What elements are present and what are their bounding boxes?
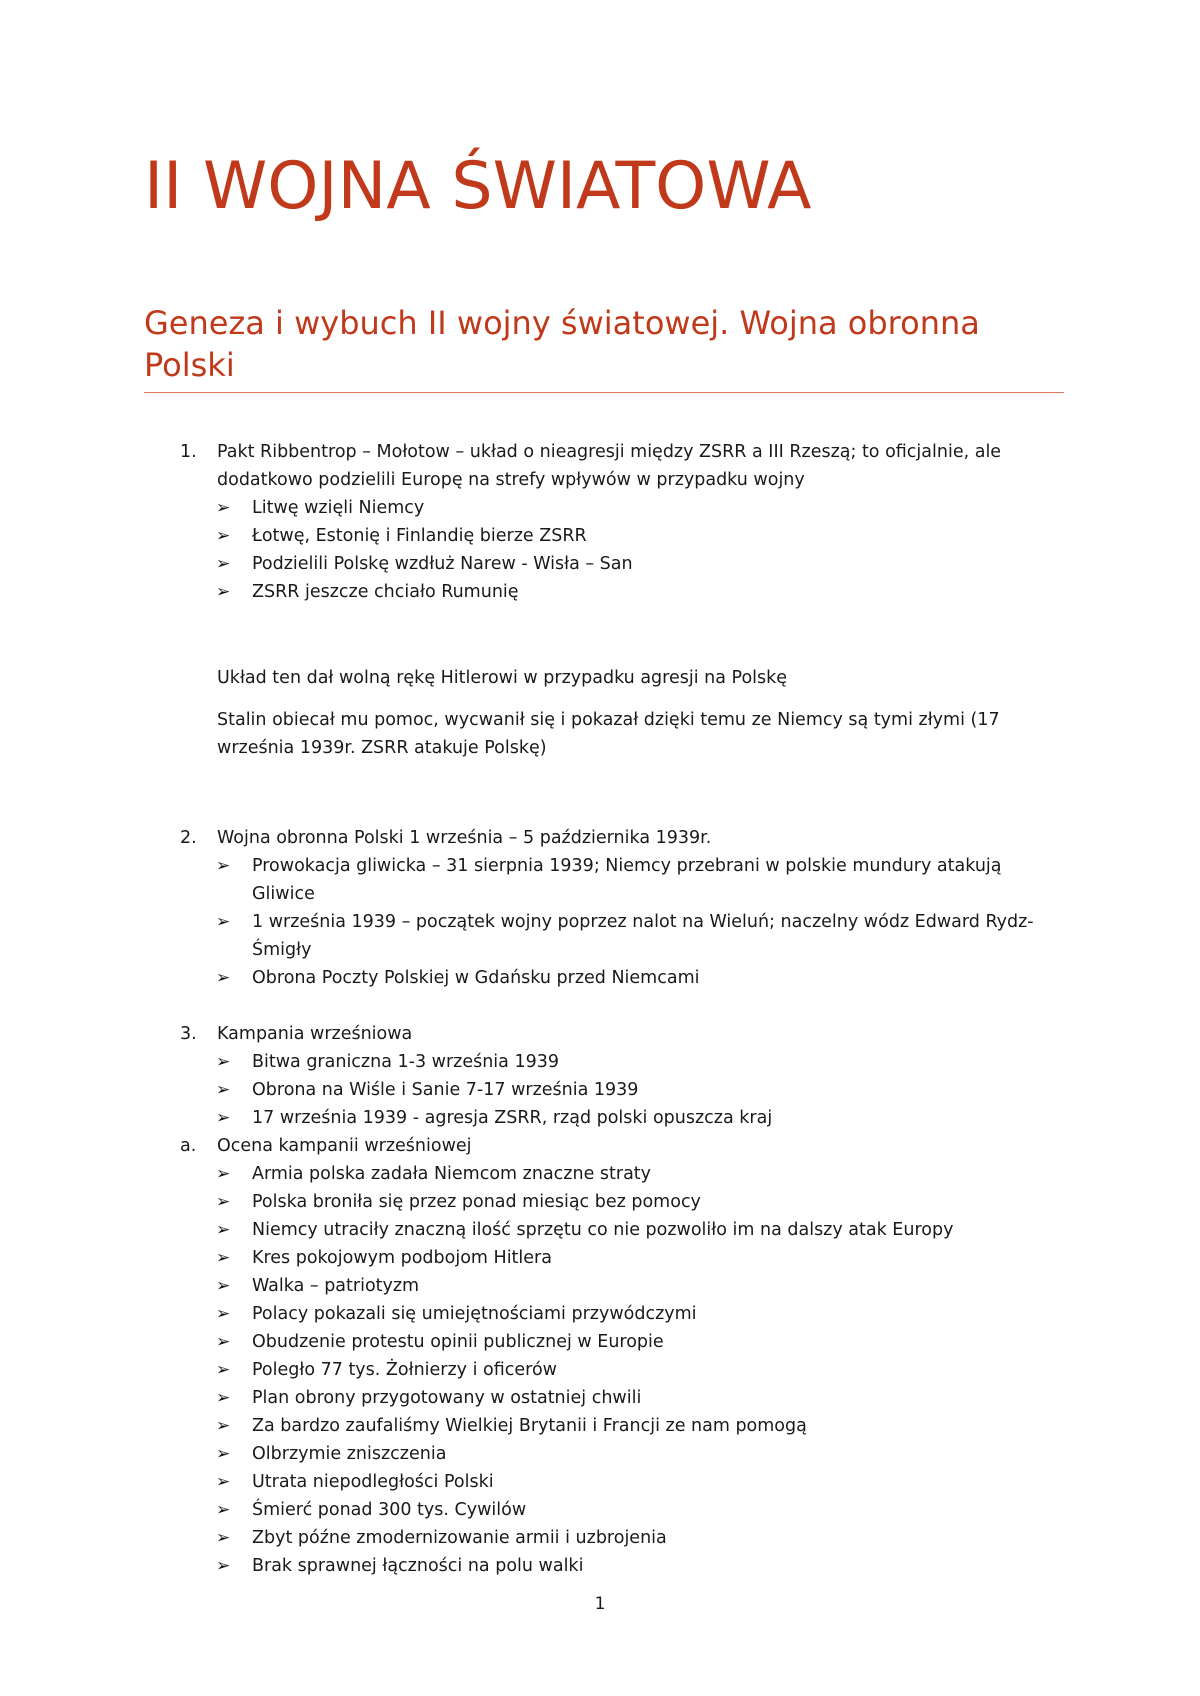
item-number: 1. — [180, 442, 197, 462]
list-item — [0, 1552, 1067, 1580]
bullet-text: ZSRR jeszcze chciało Rumunię — [252, 582, 519, 602]
arrow-bullet-icon: ➢ — [216, 1500, 231, 1520]
list-item — [0, 1244, 1067, 1272]
paragraph: Układ ten dał wolną rękę Hitlerowi w przypadku agresji na Polskę — [217, 668, 788, 688]
bullet-text: Za bardzo zaufaliśmy Wielkiej Brytanii i Francji ze nam pomogą — [252, 1416, 807, 1436]
heading-underline — [144, 392, 1064, 393]
list-item — [0, 1160, 1067, 1188]
bullet-text: Litwę wzięli Niemcy — [252, 498, 425, 518]
document-title: II WOJNA ŚWIATOWA — [144, 149, 812, 224]
arrow-bullet-icon: ➢ — [216, 1388, 231, 1408]
bullet-text: Prowokacja gliwicka – 31 sierpnia 1939; Niemcy przebrani w polskie mundury atakują Gliwice — [252, 856, 1002, 904]
arrow-bullet-icon: ➢ — [216, 1080, 231, 1100]
list-item — [0, 1216, 1067, 1244]
bullet-text: 1 września 1939 – początek wojny poprzez nalot na Wieluń; naczelny wódz Edward Rydz-Śmigły — [252, 912, 1034, 960]
list-item — [0, 852, 1067, 908]
list-item — [0, 1468, 1067, 1496]
paragraph: Stalin obiecał mu pomoc, wycwanił się i pokazał dzięki temu ze Niemcy są tymi złymi (17 września 1939r. ZSRR atakuje Polskę) — [217, 710, 1000, 758]
bullet-text: Poległo 77 tys. Żołnierzy i oficerów — [252, 1360, 557, 1380]
document-body — [0, 438, 1200, 1580]
arrow-bullet-icon: ➢ — [216, 582, 231, 602]
bullet-text: Utrata niepodległości Polski — [252, 1472, 494, 1492]
bullet-text: Armia polska zadała Niemcom znaczne straty — [252, 1164, 652, 1184]
bullet-text: Śmierć ponad 300 tys. Cywilów — [252, 1500, 527, 1520]
bullet-text: Brak sprawnej łączności na polu walki — [252, 1556, 584, 1576]
numbered-item-2 — [0, 824, 1067, 852]
bullet-text: Bitwa graniczna 1-3 września 1939 — [252, 1052, 559, 1072]
list-item — [0, 494, 1067, 522]
bullet-text: Polacy pokazali się umiejętnościami przywódczymi — [252, 1304, 697, 1324]
item-number: 2. — [180, 828, 197, 848]
arrow-bullet-icon: ➢ — [216, 1276, 231, 1296]
list-item — [0, 1496, 1067, 1524]
bullet-text: 17 września 1939 - agresja ZSRR, rząd polski opuszcza kraj — [252, 1108, 773, 1128]
list-item — [0, 550, 1067, 578]
bullet-text: Walka – patriotyzm — [252, 1276, 420, 1296]
page-number: 1 — [594, 1594, 606, 1614]
arrow-bullet-icon: ➢ — [216, 1472, 231, 1492]
section-heading: Geneza i wybuch II wojny światowej. Wojna obronna Polski — [144, 304, 980, 384]
arrow-bullet-icon: ➢ — [216, 1332, 231, 1352]
list-item — [0, 1356, 1067, 1384]
list-item — [0, 1524, 1067, 1552]
arrow-bullet-icon: ➢ — [216, 498, 231, 518]
arrow-bullet-icon: ➢ — [216, 856, 231, 876]
bullet-text: Polska broniła się przez ponad miesiąc bez pomocy — [252, 1192, 701, 1212]
list-item — [0, 1412, 1067, 1440]
bullet-text: Plan obrony przygotowany w ostatniej chwili — [252, 1388, 642, 1408]
arrow-bullet-icon: ➢ — [216, 1360, 231, 1380]
arrow-bullet-icon: ➢ — [216, 1220, 231, 1240]
item-text: Kampania wrześniowa — [217, 1024, 413, 1044]
arrow-bullet-icon: ➢ — [216, 1444, 231, 1464]
list-item — [0, 578, 1067, 606]
bullet-text: Podzielili Polskę wzdłuż Narew - Wisła – San — [252, 554, 633, 574]
arrow-bullet-icon: ➢ — [216, 1192, 231, 1212]
item-text: Pakt Ribbentrop – Mołotow – układ o nieagresji między ZSRR a III Rzeszą; to oficjalnie, ale dodatkowo podzielili Europę na strefy wpływów w przypadku wojny — [217, 442, 1002, 490]
lettered-item-a — [0, 1132, 1067, 1160]
arrow-bullet-icon: ➢ — [216, 526, 231, 546]
bullet-list-a — [0, 1160, 1200, 1580]
list-item — [0, 964, 1067, 992]
item-number: a. — [180, 1136, 197, 1156]
list-item — [0, 1384, 1067, 1412]
list-item — [0, 1104, 1067, 1132]
list-item — [0, 522, 1067, 550]
numbered-item-3 — [0, 1020, 1067, 1048]
arrow-bullet-icon: ➢ — [216, 968, 231, 988]
bullet-text: Zbyt późne zmodernizowanie armii i uzbrojenia — [252, 1528, 667, 1548]
numbered-item-1 — [0, 438, 1067, 494]
item-text: Ocena kampanii wrześniowej — [217, 1136, 472, 1156]
bullet-list-3 — [0, 1048, 1200, 1132]
bullet-text: Obrona na Wiśle i Sanie 7-17 września 1939 — [252, 1080, 639, 1100]
arrow-bullet-icon: ➢ — [216, 1304, 231, 1324]
bullet-text: Łotwę, Estonię i Finlandię bierze ZSRR — [252, 526, 587, 546]
list-item — [0, 1188, 1067, 1216]
bullet-list-1 — [0, 494, 1200, 606]
list-item — [0, 1048, 1067, 1076]
bullet-text: Kres pokojowym podbojom Hitlera — [252, 1248, 552, 1268]
arrow-bullet-icon: ➢ — [216, 1528, 231, 1548]
bullet-text: Olbrzymie zniszczenia — [252, 1444, 447, 1464]
arrow-bullet-icon: ➢ — [216, 1108, 231, 1128]
arrow-bullet-icon: ➢ — [216, 912, 231, 932]
list-item — [0, 1076, 1067, 1104]
list-item — [0, 1440, 1067, 1468]
arrow-bullet-icon: ➢ — [216, 1052, 231, 1072]
list-item — [0, 1272, 1067, 1300]
list-item — [0, 1328, 1067, 1356]
bullet-text: Obrona Poczty Polskiej w Gdańsku przed Niemcami — [252, 968, 700, 988]
arrow-bullet-icon: ➢ — [216, 1164, 231, 1184]
bullet-list-2 — [0, 852, 1200, 992]
list-item — [0, 908, 1067, 964]
arrow-bullet-icon: ➢ — [216, 1556, 231, 1576]
list-item — [0, 1300, 1067, 1328]
arrow-bullet-icon: ➢ — [216, 1248, 231, 1268]
item-text: Wojna obronna Polski 1 września – 5 października 1939r. — [217, 828, 712, 848]
arrow-bullet-icon: ➢ — [216, 554, 231, 574]
arrow-bullet-icon: ➢ — [216, 1416, 231, 1436]
bullet-text: Obudzenie protestu opinii publicznej w Europie — [252, 1332, 664, 1352]
item-number: 3. — [180, 1024, 197, 1044]
bullet-text: Niemcy utraciły znaczną ilość sprzętu co nie pozwoliło im na dalszy atak Europy — [252, 1220, 954, 1240]
